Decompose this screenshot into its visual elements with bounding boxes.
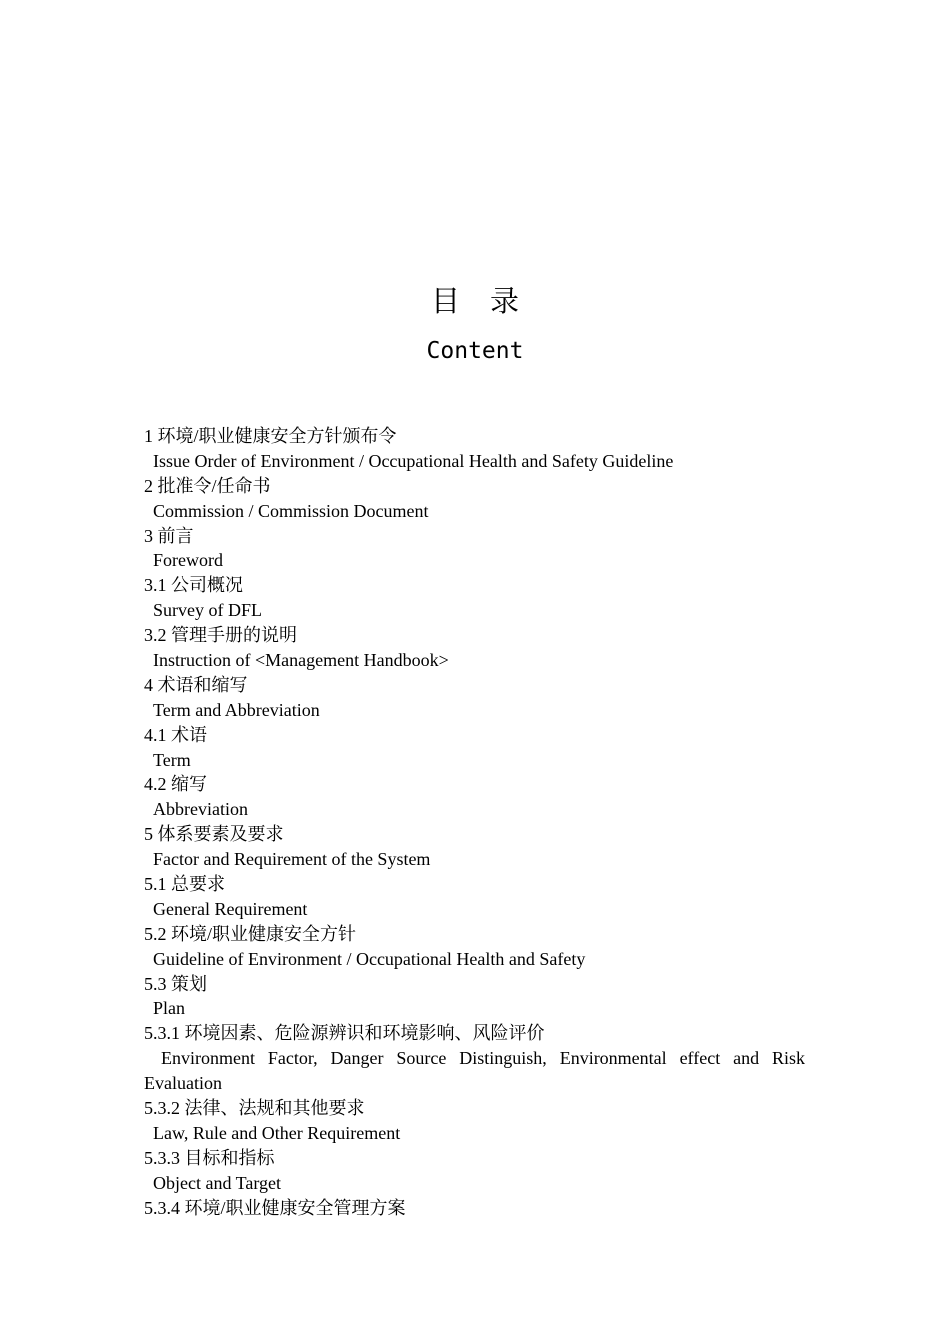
- toc-entry-5-3-1-cn: 5.3.1 环境因素、危险源辨识和环境影响、风险评价: [144, 1023, 545, 1044]
- toc-entry-5-en: Factor and Requirement of the System: [153, 849, 431, 870]
- toc-entry-1-cn: 1 环境/职业健康安全方针颁布令: [144, 426, 397, 446]
- toc-entry-3-1-en: Survey of DFL: [153, 600, 262, 621]
- page-title-part-1: 目: [430, 284, 460, 318]
- toc-entry-5-3-2-cn: 5.3.2 法律、法规和其他要求: [144, 1098, 365, 1119]
- table-of-contents: [144, 424, 805, 1221]
- toc-entry-4-en: Term and Abbreviation: [153, 699, 320, 720]
- toc-entry-5-3-4-cn: 5.3.4 环境/职业健康安全管理方案: [144, 1197, 406, 1218]
- toc-entry-3-2-en: Instruction of <Management Handbook>: [153, 650, 449, 671]
- toc-entry-5-3-1-en-continued: Evaluation: [144, 1073, 222, 1094]
- page-title: [0, 281, 950, 321]
- toc-entry-5-3-1-en: Environment Factor, Danger Source Distinguish, Environmental effect and Risk: [161, 1048, 805, 1069]
- toc-entry-3-2-cn: 3.2 管理手册的说明: [144, 625, 297, 646]
- toc-entry-5-1-en: General Requirement: [153, 898, 308, 919]
- toc-entry-4-2-cn: 4.2 缩写: [144, 774, 207, 795]
- page-subtitle: Content: [426, 338, 524, 364]
- toc-entry-4-2-en: Abbreviation: [153, 799, 248, 820]
- toc-entry-1-en: Issue Order of Environment / Occupational Health and Safety Guideline: [153, 450, 674, 471]
- toc-entry-5-3-3-en: Object and Target: [153, 1172, 282, 1193]
- toc-entry-4-1-en: Term: [153, 749, 191, 770]
- toc-entry-2-cn: 2 批准令/任命书: [144, 475, 271, 496]
- toc-entry-5-2-cn: 5.2 环境/职业健康安全方针: [144, 923, 356, 944]
- toc-entry-5-3-3-cn: 5.3.3 目标和指标: [144, 1147, 275, 1168]
- toc-entry-5-3-2-en: Law, Rule and Other Requirement: [153, 1122, 401, 1143]
- toc-entry-3-cn: 3 前言: [144, 525, 194, 546]
- toc-entry-2-en: Commission / Commission Document: [153, 500, 429, 521]
- toc-entry-5-3-cn: 5.3 策划: [144, 973, 207, 994]
- toc-entry-5-2-en: Guideline of Environment / Occupational Health and Safety: [153, 948, 586, 969]
- toc-entry-5-cn: 5 体系要素及要求: [144, 824, 284, 845]
- toc-entry-4-cn: 4 术语和缩写: [144, 674, 248, 695]
- toc-entry-4-1-cn: 4.1 术语: [144, 724, 207, 745]
- page-title-part-2: 录: [490, 284, 520, 318]
- toc-entry-3-1-cn: 3.1 公司概况: [144, 575, 243, 596]
- toc-entry-5-3-en: Plan: [153, 998, 186, 1019]
- toc-entry-3-en: Foreword: [153, 550, 223, 571]
- toc-entry-5-1-cn: 5.1 总要求: [144, 874, 225, 895]
